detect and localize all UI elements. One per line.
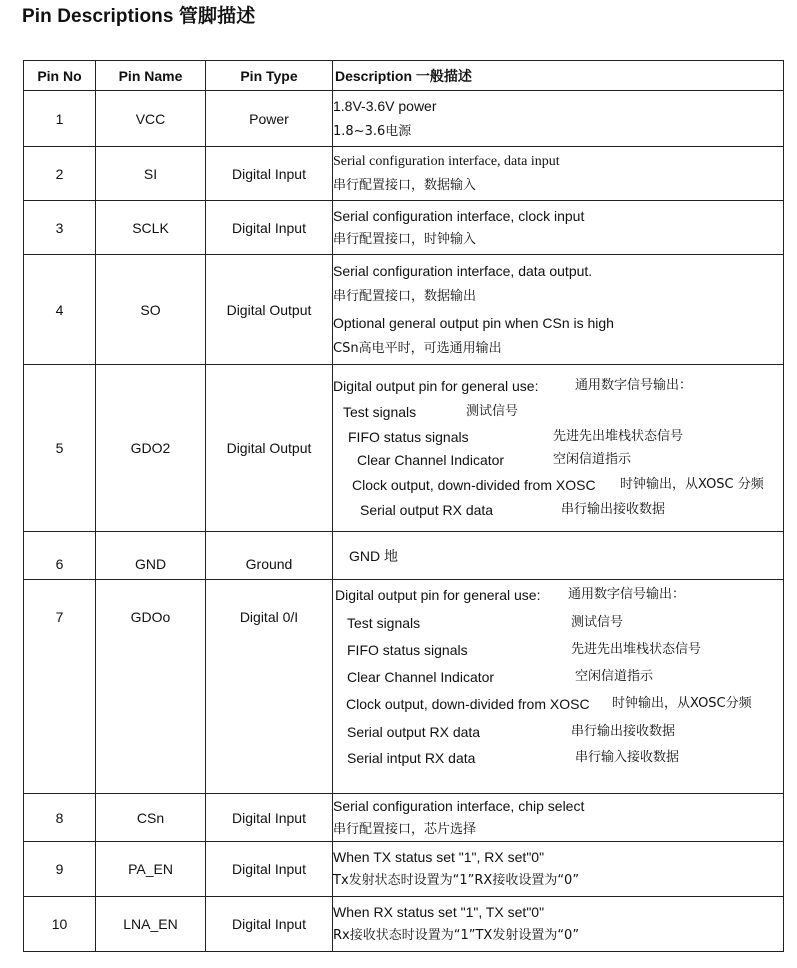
- function-zh: 空闲信道指示: [575, 669, 654, 684]
- function-en: Digital output pin for general use:: [335, 587, 541, 603]
- pin-name: CSn: [96, 794, 206, 842]
- table-row: [24, 255, 784, 365]
- pin-name: SI: [96, 147, 206, 201]
- function-en: Serial intput RX data: [347, 750, 476, 766]
- function-zh: 时钟输出，从XOSC 分频: [620, 477, 764, 492]
- pin-type: Digital Input: [206, 201, 333, 255]
- header-pin-no: Pin No: [24, 61, 96, 91]
- pin-no: 9: [24, 842, 96, 897]
- function-item: [333, 501, 783, 519]
- desc-line: Serial configuration interface, clock input: [333, 207, 585, 224]
- pin-name: LNA_EN: [96, 897, 206, 952]
- table-header-row: [24, 61, 784, 91]
- pin-type: Digital Output: [206, 365, 333, 532]
- function-en: Clear Channel Indicator: [357, 452, 505, 468]
- table-row: [24, 580, 784, 794]
- pin-no: 3: [24, 201, 96, 255]
- table-row: [24, 794, 784, 842]
- header-description: Description 一般描述: [333, 61, 784, 91]
- pin-no: 6: [24, 532, 96, 580]
- pin-type: Digital 0/I: [206, 580, 333, 794]
- pin-no: 4: [24, 255, 96, 365]
- pin-type: Digital Input: [206, 147, 333, 201]
- pin-name: GDO2: [96, 365, 206, 532]
- function-en: Test signals: [347, 615, 421, 631]
- function-item: [333, 586, 783, 604]
- desc-line: Serial configuration interface, data output.: [333, 262, 593, 279]
- function-zh: 串行输入接收数据: [575, 750, 680, 765]
- pin-description-table: [23, 60, 784, 952]
- pin-no: 5: [24, 365, 96, 532]
- function-en: Serial output RX data: [347, 724, 481, 740]
- pin-description: [333, 897, 784, 952]
- desc-line: Optional general output pin when CSn is high: [333, 314, 614, 331]
- pin-description: [333, 580, 784, 794]
- pin-description: [333, 255, 784, 365]
- pin-name: PA_EN: [96, 842, 206, 897]
- pin-type: Digital Input: [206, 794, 333, 842]
- pin-type: Power: [206, 91, 333, 147]
- pin-description: [333, 365, 784, 532]
- pin-no: 8: [24, 794, 96, 842]
- function-en: FIFO status signals: [347, 642, 468, 658]
- pin-no: 1: [24, 91, 96, 147]
- function-item: [333, 451, 783, 469]
- pin-description: [333, 91, 784, 147]
- function-zh: 串行输出接收数据: [571, 724, 676, 739]
- function-item: [333, 749, 783, 767]
- pin-name: GDOo: [96, 580, 206, 794]
- header-pin-type: Pin Type: [206, 61, 333, 91]
- function-item: [333, 641, 783, 659]
- function-item: [333, 668, 783, 686]
- function-item: [333, 723, 783, 741]
- function-en: FIFO status signals: [348, 429, 469, 445]
- pin-no: 2: [24, 147, 96, 201]
- table-row: [24, 532, 784, 580]
- desc-line: CSn高电平时，可选通用输出: [333, 340, 502, 356]
- function-item: [333, 428, 783, 446]
- function-en: Clock output, down-divided from XOSC: [346, 696, 590, 712]
- function-item: [333, 403, 783, 421]
- header-pin-name: Pin Name: [96, 61, 206, 91]
- desc-line: 串行配置接口，数据输入: [333, 177, 477, 193]
- function-item: [333, 377, 783, 395]
- pin-no: 10: [24, 897, 96, 952]
- pin-name: VCC: [96, 91, 206, 147]
- function-en: Digital output pin for general use:: [333, 378, 539, 394]
- desc-line: 串行配置接口，时钟输入: [333, 231, 477, 247]
- desc-line: Serial configuration interface, data input: [333, 153, 560, 169]
- function-item: [333, 614, 783, 632]
- pin-description: [333, 794, 784, 842]
- page-title: Pin Descriptions 管脚描述: [22, 6, 256, 27]
- pin-type: Ground: [206, 532, 333, 580]
- table-row: [24, 91, 784, 147]
- desc-line: 1.8V-3.6V power: [333, 97, 437, 114]
- function-item: [333, 695, 783, 713]
- pin-name: GND: [96, 532, 206, 580]
- pin-description: [333, 147, 784, 201]
- desc-line: Rx接收状态时设置为“1”TX发射设置为“0”: [333, 928, 580, 943]
- function-zh: 通用数字信号输出：: [568, 587, 686, 602]
- table-row: [24, 147, 784, 201]
- desc-line: Tx发射状态时设置为“1”RX接收设置为“0”: [333, 873, 580, 888]
- function-zh: 先进先出堆栈状态信号: [553, 429, 684, 444]
- function-zh: 通用数字信号输出：: [575, 378, 693, 393]
- desc-line: When RX status set "1", TX set"0": [333, 904, 545, 920]
- function-zh: 测试信号: [466, 404, 519, 419]
- function-zh: 先进先出堆栈状态信号: [571, 642, 702, 657]
- desc-line: GND 地: [349, 547, 398, 564]
- desc-line: 串行配置接口，数据输出: [333, 288, 477, 304]
- function-item: [333, 476, 783, 494]
- desc-line: Serial configuration interface, chip select: [333, 797, 585, 814]
- desc-line: 串行配置接口，芯片选择: [333, 821, 477, 837]
- pin-description: [333, 842, 784, 897]
- pin-name: SCLK: [96, 201, 206, 255]
- pin-name: SO: [96, 255, 206, 365]
- function-zh: 空闲信道指示: [553, 452, 632, 467]
- table-row: [24, 842, 784, 897]
- pin-description: [333, 201, 784, 255]
- function-zh: 测试信号: [571, 615, 624, 630]
- table-row: [24, 201, 784, 255]
- pin-description: [333, 532, 784, 580]
- function-en: Clear Channel Indicator: [347, 669, 495, 685]
- table-row: [24, 365, 784, 532]
- function-en: Serial output RX data: [360, 502, 494, 518]
- function-en: Test signals: [343, 404, 417, 420]
- pin-no: 7: [24, 580, 96, 794]
- function-zh: 时钟输出，从XOSC分频: [612, 696, 752, 711]
- function-zh: 串行输出接收数据: [561, 502, 666, 517]
- pin-type: Digital Input: [206, 897, 333, 952]
- pin-type: Digital Output: [206, 255, 333, 365]
- pin-type: Digital Input: [206, 842, 333, 897]
- desc-line: When TX status set "1", RX set"0": [333, 849, 545, 865]
- table-row: [24, 897, 784, 952]
- function-en: Clock output, down-divided from XOSC: [352, 477, 596, 493]
- desc-line: 1.8~3.6电源: [333, 123, 412, 139]
